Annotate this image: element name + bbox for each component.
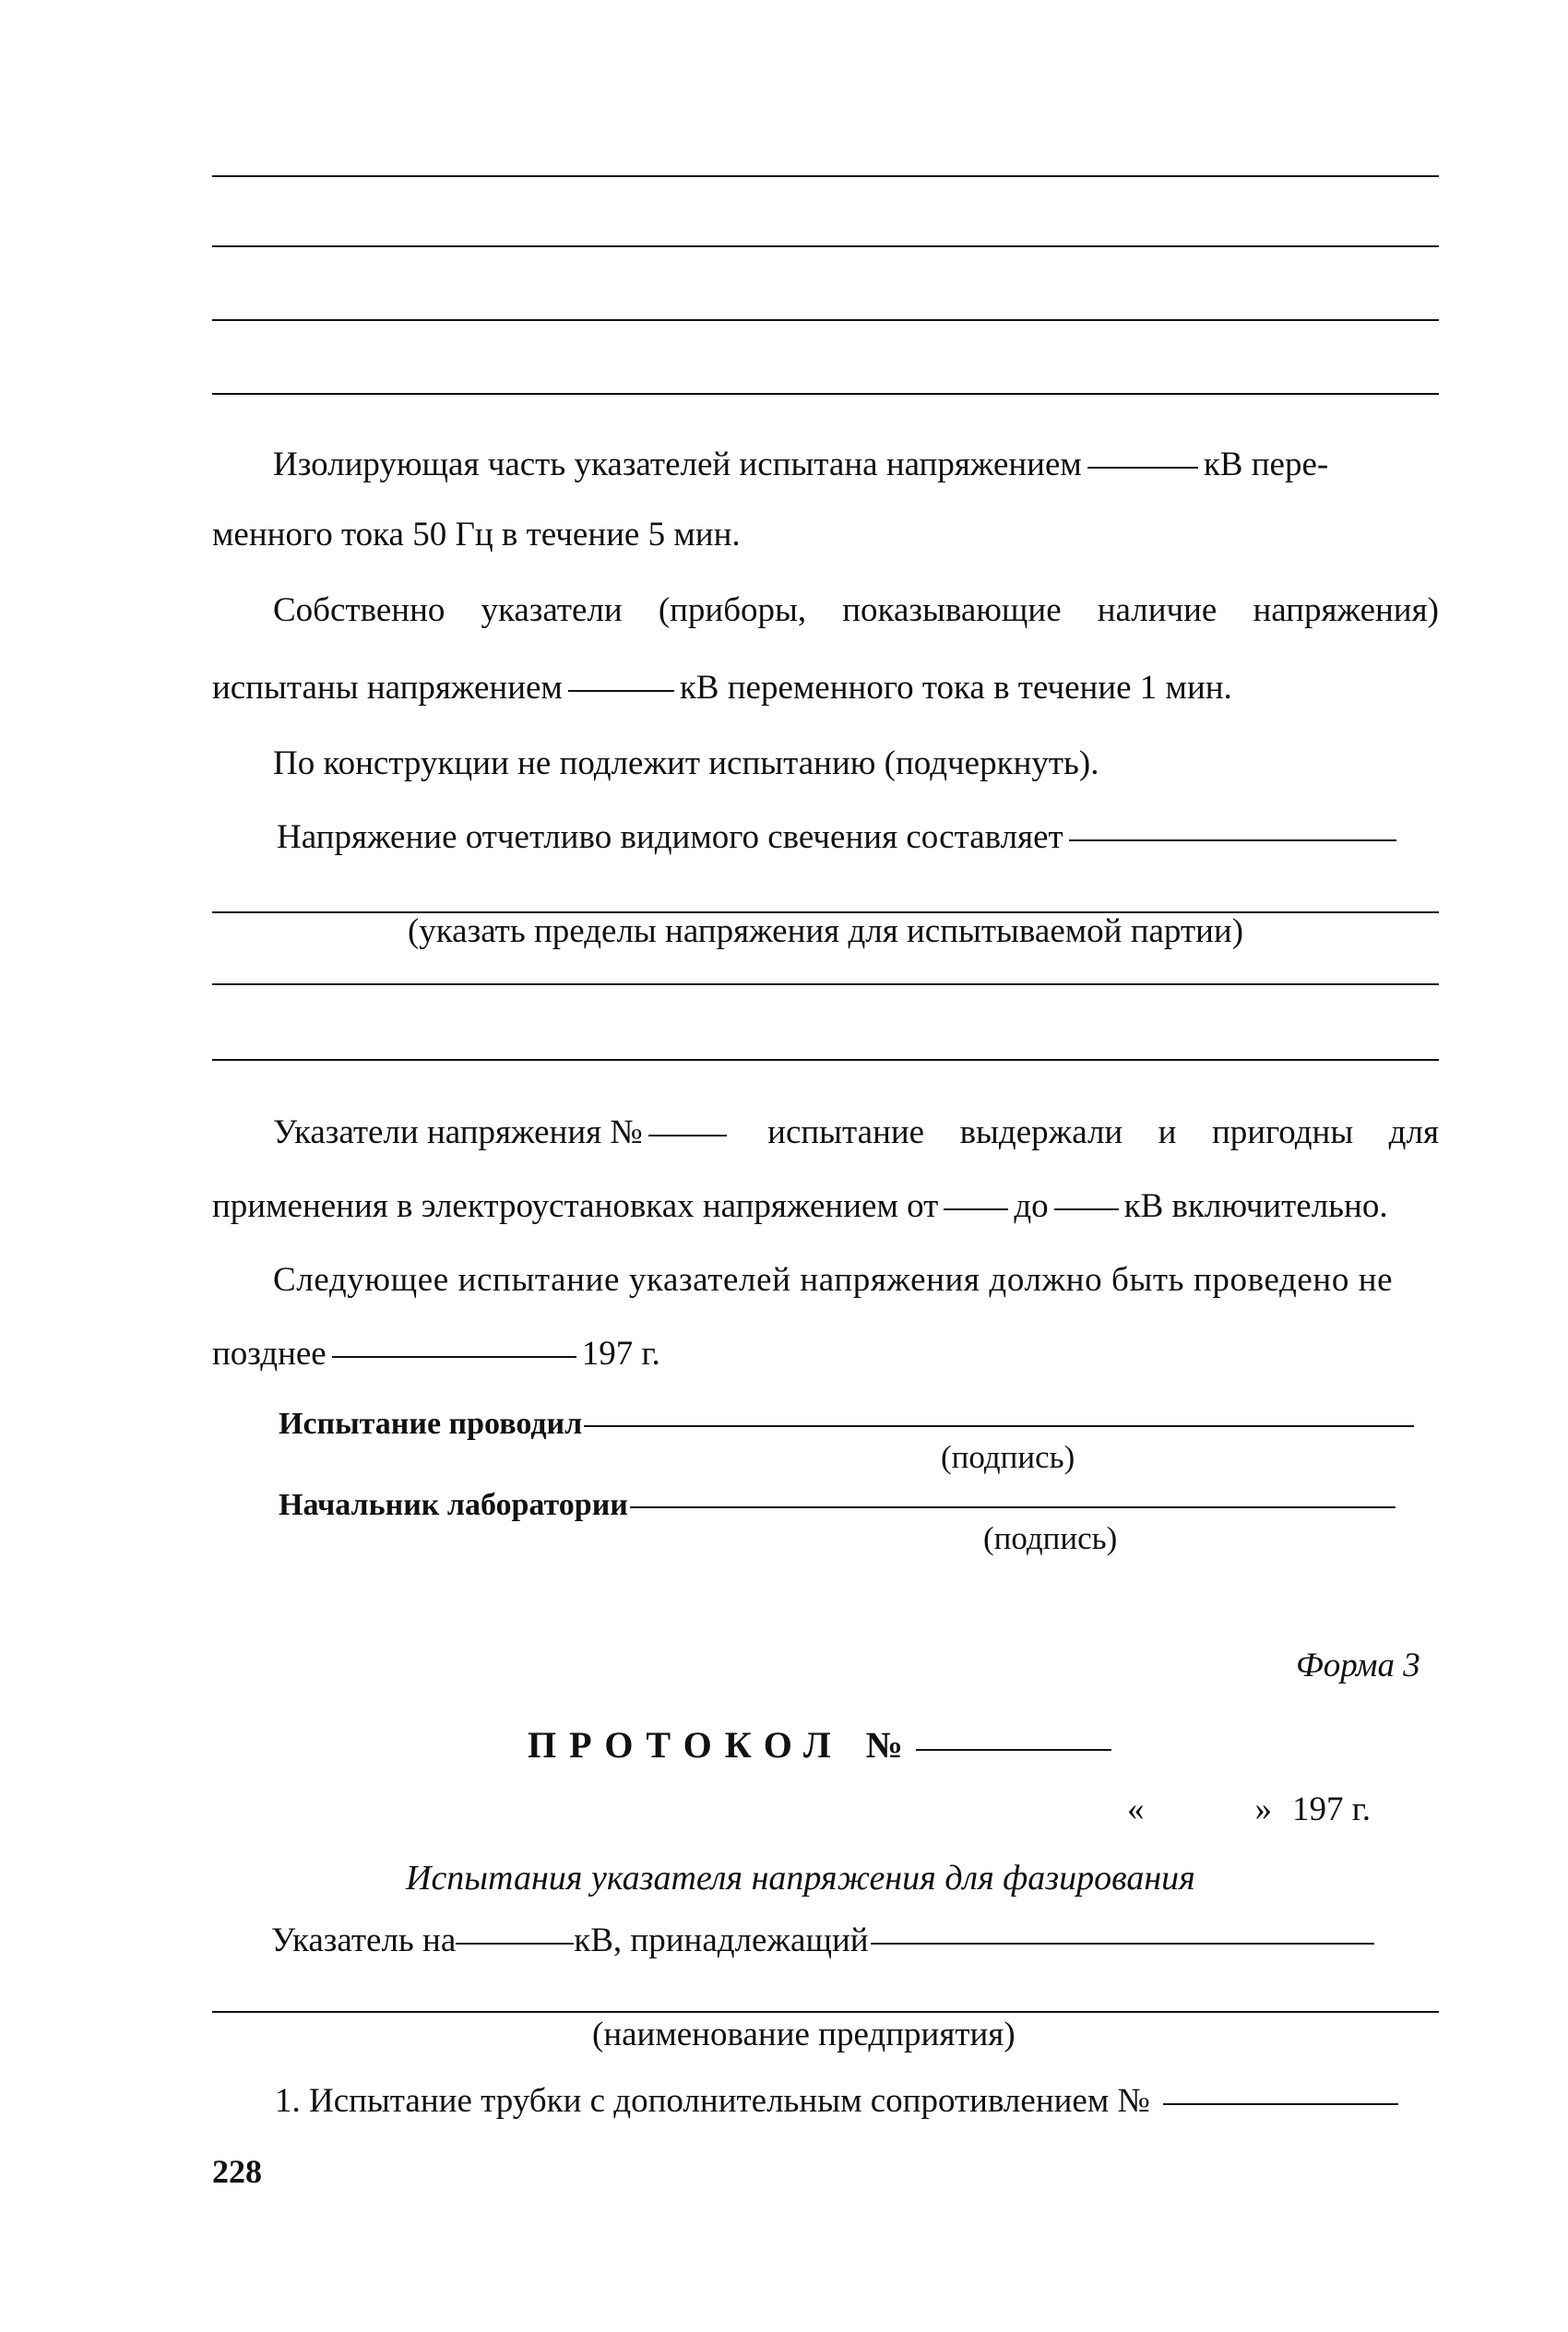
word: пригодны <box>1211 1113 1354 1151</box>
conclusion-line-2 <box>212 1186 1388 1227</box>
date-open-quote: « <box>1127 1791 1145 1828</box>
word: Собственно <box>273 591 445 629</box>
protocol-subtitle: Испытания указателя напряжения для фазирования <box>406 1859 1195 1898</box>
conclusion-text-a: применения в электроустановках напряжением от <box>212 1187 939 1225</box>
tester-signature-line <box>279 1404 1420 1445</box>
form-label: Форма 3 <box>1296 1647 1420 1684</box>
indicator-text-a: Указатель на <box>271 1922 457 1959</box>
ruled-line <box>212 983 1439 985</box>
word: (приборы, <box>658 591 807 629</box>
blank-line <box>916 1749 1111 1751</box>
indicator-line <box>271 1921 1380 1961</box>
blank-line <box>1054 1208 1119 1210</box>
indicators-line-2 <box>212 668 1232 708</box>
blank-line <box>568 690 674 692</box>
word: указатели <box>481 591 623 629</box>
word: для <box>1388 1113 1439 1151</box>
next-test-text-a: позднее <box>212 1335 327 1373</box>
blank-line <box>456 1943 574 1945</box>
protocol-title-line <box>528 1725 1117 1767</box>
ruled-line <box>212 393 1439 395</box>
word: и <box>1158 1113 1177 1151</box>
protocol-title: ПРОТОКОЛ № <box>528 1724 916 1766</box>
isolation-line-2: менного тока 50 Гц в течение 5 мин. <box>212 516 741 553</box>
indicators-text-a: испытаны напряжением <box>212 669 563 707</box>
item-1-text: 1. Испытание трубки с дополнительным сопротивлением № <box>275 2082 1150 2120</box>
head-signature-caption: (подпись) <box>983 1520 1118 1556</box>
protocol-date-line <box>1127 1790 1371 1830</box>
next-test-line-1: Следующее испытание указателей напряжения должно быть проведено не <box>273 1261 1394 1299</box>
enterprise-caption: (наименование предприятия) <box>592 2016 1016 2053</box>
isolation-text-b: кВ пере- <box>1203 446 1329 483</box>
indicators-line-1 <box>273 590 1439 631</box>
blank-line <box>944 1208 1008 1210</box>
isolation-text-a: Изолирующая часть указателей испытана напряжением <box>273 446 1082 483</box>
conclusion-text-a: Указатели напряжения № <box>273 1113 643 1151</box>
head-signature-line <box>279 1485 1401 1526</box>
blank-line <box>1163 2103 1398 2105</box>
next-test-line-2 <box>212 1334 660 1374</box>
construction-note: По конструкции не подлежит испытанию (подчеркнуть). <box>273 744 1099 782</box>
ruled-line <box>212 2011 1439 2013</box>
isolation-line-1 <box>273 445 1328 485</box>
conclusion-number <box>273 1112 732 1153</box>
tester-label: Испытание проводил <box>279 1407 583 1441</box>
tester-signature-caption: (подпись) <box>941 1439 1075 1475</box>
blank-line <box>1087 467 1198 469</box>
signature-blank <box>584 1425 1414 1427</box>
date-close-quote: » <box>1254 1791 1272 1828</box>
word: выдержали <box>959 1113 1123 1151</box>
blank-line <box>332 1356 576 1358</box>
ruled-line <box>212 175 1439 177</box>
blank-line <box>1069 839 1396 841</box>
conclusion-text-b: до <box>1014 1187 1049 1225</box>
glow-voltage-text: Напряжение отчетливо видимого свечения составляет <box>277 818 1063 856</box>
head-label: Начальник лаборатории <box>279 1488 628 1522</box>
glow-voltage-line <box>277 817 1402 858</box>
ruled-line <box>212 245 1439 247</box>
ruled-line <box>212 319 1439 321</box>
word: наличие <box>1097 591 1218 629</box>
blank-line <box>871 1943 1374 1945</box>
conclusion-text-c: кВ включительно. <box>1123 1187 1388 1225</box>
item-1-line <box>275 2081 1404 2122</box>
signature-blank <box>630 1506 1396 1508</box>
word: показывающие <box>842 591 1062 629</box>
voltage-limits-caption: (указать пределы напряжения для испытываемой партии) <box>407 912 1244 950</box>
ruled-line <box>212 1059 1439 1061</box>
indicator-text-b: кВ, принадлежащий <box>574 1922 869 1959</box>
word: испытание <box>767 1113 925 1151</box>
word: напряжения) <box>1253 591 1439 629</box>
conclusion-line-1 <box>273 1112 1439 1153</box>
next-test-text-b: 197 г. <box>581 1335 660 1373</box>
page-number: 228 <box>212 2153 262 2190</box>
date-year: 197 г. <box>1292 1791 1372 1828</box>
blank-line <box>648 1135 727 1136</box>
indicators-text-b: кВ переменного тока в течение 1 мин. <box>679 669 1232 707</box>
